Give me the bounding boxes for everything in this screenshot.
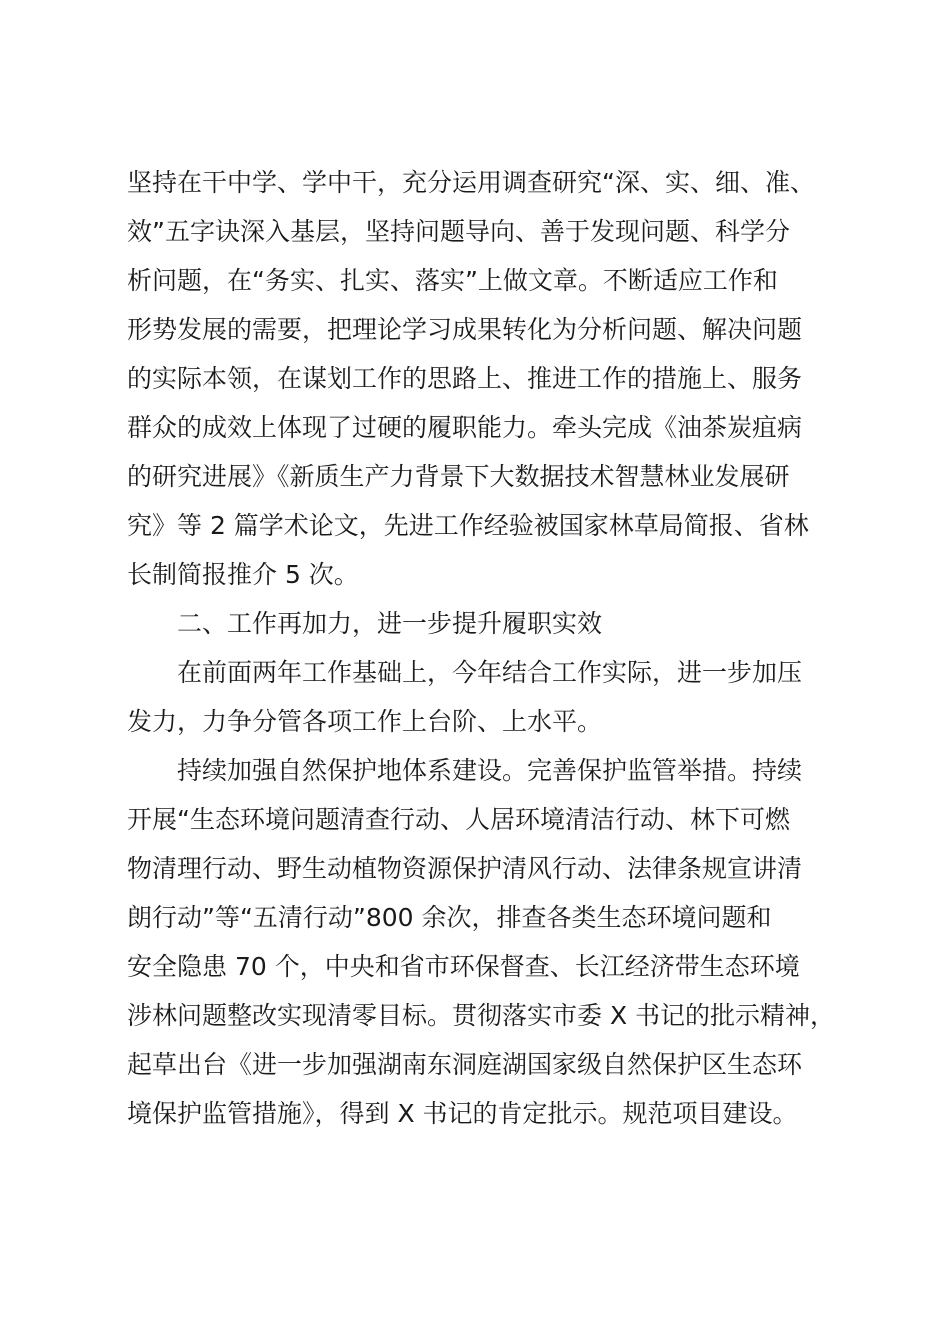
- paragraph-line: 安全隐患 70 个，中央和省市环保督查、长江经济带生态环境: [127, 952, 800, 981]
- paragraph-line: 境保护监管措施》，得到 X 书记的肯定批示。规范项目建设。: [127, 1099, 798, 1128]
- paragraph-line: 物清理行动、野生动植物资源保护清风行动、法律条规宣讲清: [127, 854, 803, 883]
- paragraph-line: 究》等 2 篇学术论文，先进工作经验被国家林草局简报、省林: [127, 511, 809, 540]
- paragraph-line: 发力，力争分管各项工作上台阶、上水平。: [127, 707, 603, 736]
- paragraph-line: 涉林问题整改实现清零目标。贯彻落实市委 X 书记的批示精神，: [127, 1001, 836, 1030]
- paragraph-line: 的研究进展》《新质生产力背景下大数据技术智慧林业发展研: [127, 462, 790, 491]
- paragraph-line: 形势发展的需要，把理论学习成果转化为分析问题、解决问题: [127, 315, 803, 344]
- section-heading: 二、工作再加力，进一步提升履职实效: [177, 609, 603, 638]
- paragraph-line: 在前面两年工作基础上，今年结合工作实际，进一步加压: [177, 658, 803, 687]
- paragraph-line: 析问题，在“务实、扎实、落实”上做文章。不断适应工作和: [127, 266, 778, 295]
- paragraph-line: 朗行动”等“五清行动”800 余次，排查各类生态环境问题和: [127, 903, 772, 932]
- paragraph-line: 起草出台《进一步加强湖南东洞庭湖国家级自然保护区生态环: [127, 1050, 803, 1079]
- paragraph-line: 开展“生态环境问题清查行动、人居环境清洁行动、林下可燃: [127, 805, 790, 834]
- paragraph-line: 效”五字诀深入基层，坚持问题导向、善于发现问题、科学分: [127, 217, 790, 246]
- paragraph-line: 持续加强自然保护地体系建设。完善保护监管举措。持续: [177, 756, 803, 785]
- paragraph-line: 群众的成效上体现了过硬的履职能力。牵头完成《油茶炭疽病: [127, 413, 803, 442]
- document-body: [127, 158, 837, 1138]
- paragraph-line: 长制简报推介 5 次。: [127, 560, 359, 589]
- paragraph-line: 的实际本领，在谋划工作的思路上、推进工作的措施上、服务: [127, 364, 803, 393]
- paragraph-line: 坚持在干中学、学中干，充分运用调查研究“深、实、细、准、: [127, 168, 815, 197]
